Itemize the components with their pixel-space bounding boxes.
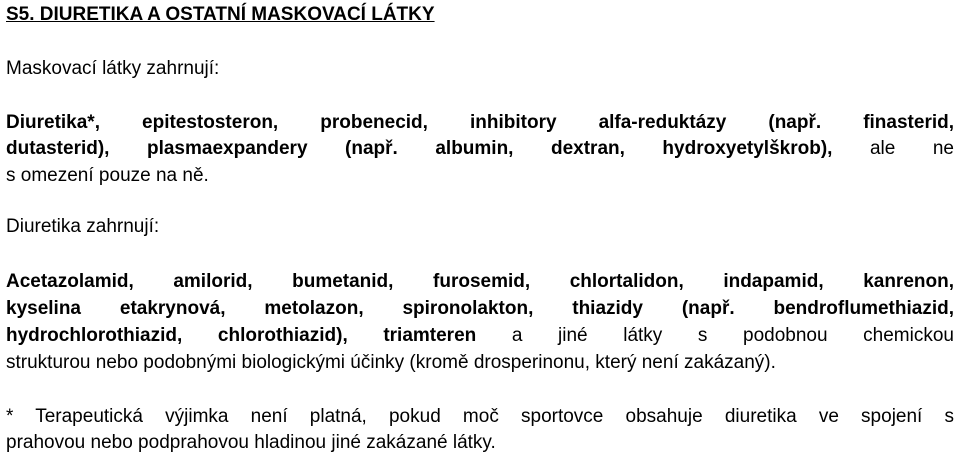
footnote-line-1: * Terapeutická výjimka není platná, pokud moč sportovce obsahuje diuretika ve spojení s: [6, 406, 954, 427]
masking-line-2-bold: dutasterid), plasmaexpandery (např. albumin, dextran, hydroxyetylškrob),: [6, 138, 833, 159]
masking-line-2-tail: ale ne: [869, 138, 954, 159]
diuretics-line-3: [6, 325, 954, 347]
masking-intro: Maskovací látky zahrnují:: [6, 58, 220, 79]
footnote-line-2: prahovou nebo podprahovou hladinou jiné zakázané látky.: [6, 432, 496, 453]
diuretics-line-1: Acetazolamid, amilorid, bumetanid, furosemid, chlortalidon, indapamid, kanrenon,: [6, 271, 954, 292]
masking-line-2: [6, 138, 954, 160]
diuretics-intro: Diuretika zahrnují:: [6, 216, 160, 237]
masking-line-1: Diuretika*, epitestosteron, probenecid, inhibitory alfa-reduktázy (např. finasterid,: [6, 112, 954, 133]
diuretics-line-3-bold: hydrochlorothiazid, chlorothiazid), triamteren: [6, 325, 477, 346]
diuretics-line-4: strukturou nebo podobnými biologickými účinky (kromě drosperinonu, který není zakázaný).: [6, 352, 776, 373]
diuretics-line-3-tail: a jiné látky s podobnou chemickou: [511, 325, 954, 346]
diuretics-line-2: kyselina etakrynová, metolazon, spironolakton, thiazidy (např. bendroflumethiazid,: [6, 298, 954, 319]
masking-line-3: s omezení pouze na ně.: [6, 165, 209, 186]
section-title: S5. DIURETIKA A OSTATNÍ MASKOVACÍ LÁTKY: [6, 4, 435, 25]
